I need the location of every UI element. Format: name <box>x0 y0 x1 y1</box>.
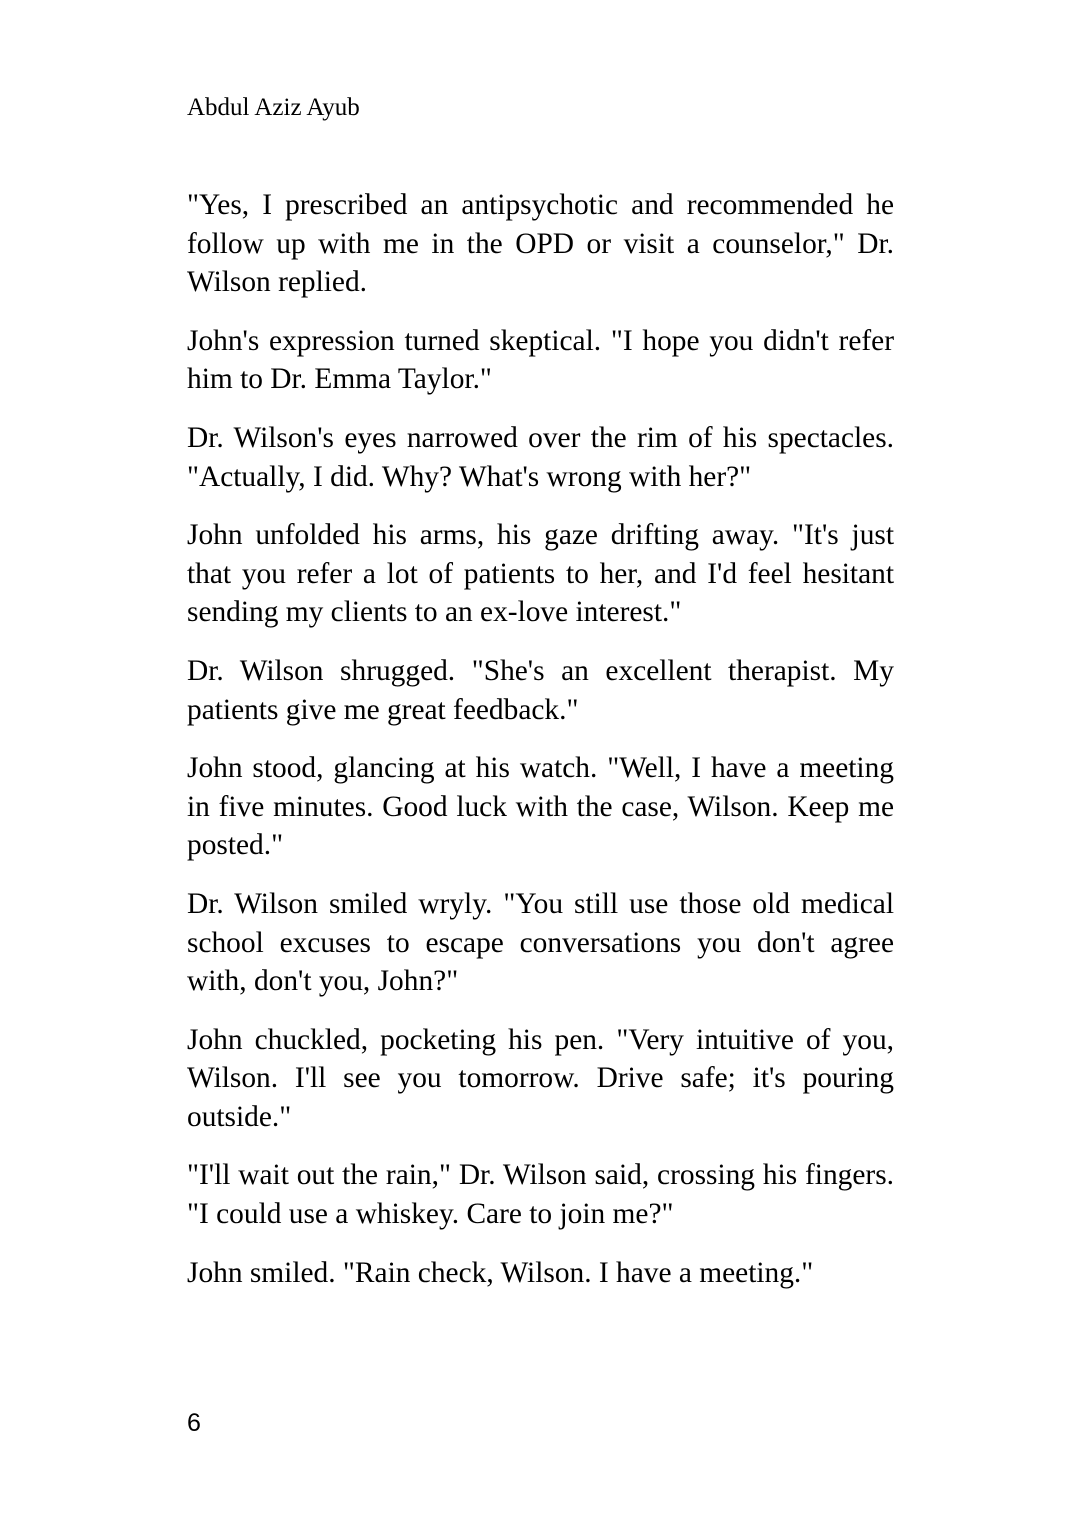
paragraph: Dr. Wilson shrugged. "She's an excellent therapist. My patients give me great feedback." <box>187 654 894 726</box>
page-number: 6 <box>187 1409 201 1437</box>
paragraph: Dr. Wilson's eyes narrowed over the rim of his spectacles. "Actually, I did. Why? What's wrong with her?" <box>187 421 894 493</box>
body-text <box>187 186 894 1312</box>
paragraph: John stood, glancing at his watch. "Well, I have a meeting in five minutes. Good luck with the case, Wilson. Keep me posted." <box>187 752 894 862</box>
paragraph: John smiled. "Rain check, Wilson. I have a meeting." <box>187 1256 814 1289</box>
paragraph: Dr. Wilson smiled wryly. "You still use those old medical school excuses to escape conversations you don't agree with, don't you, John?" <box>187 887 894 998</box>
paragraph: "Yes, I prescribed an antipsychotic and recommended he follow up with me in the OPD or visit a counselor," Dr. Wilson replied. <box>187 189 894 299</box>
paragraph: John unfolded his arms, his gaze drifting away. "It's just that you refer a lot of patients to her, and I'd feel hesitant sending my clients to an ex-love interest." <box>187 519 894 629</box>
paragraph: John's expression turned skeptical. "I hope you didn't refer him to Dr. Emma Taylor." <box>187 324 894 396</box>
running-head-author: Abdul Aziz Ayub <box>187 94 360 121</box>
paragraph: "I'll wait out the rain," Dr. Wilson said, crossing his fingers. "I could use a whiskey. Care to join me?" <box>187 1159 894 1231</box>
paragraph: John chuckled, pocketing his pen. "Very intuitive of you, Wilson. I'll see you tomorrow. Drive safe; it's pouring outside." <box>187 1023 894 1133</box>
